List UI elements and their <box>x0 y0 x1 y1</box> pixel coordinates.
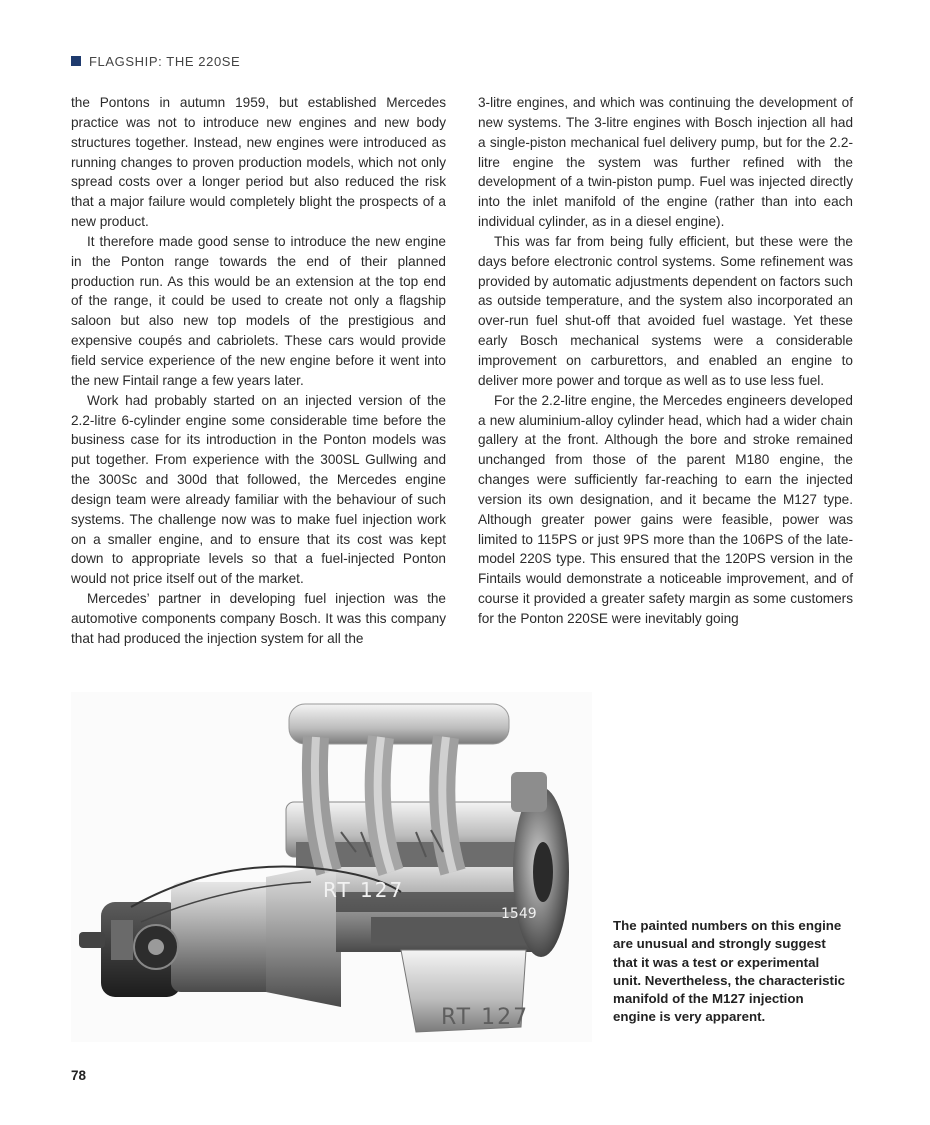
paragraph: This was far from being fully efficient, but these were the days before electronic control systems. Some refinement was provided by automatic adjustments dependent on factors such as outside temperature, and the system also incorporated an over-run fuel shut-off that avoided fuel wastage. Yet these early Bosch mechanical systems were a considerable improvement on carburettors, and enabled an engine to deliver more power and torque as well as to use less fuel. <box>478 233 853 388</box>
paragraph: Work had probably started on an injected version of the 2.2-litre 6-cylinder engine some considerable time before the business case for its introduction in the Ponton models was put together. From experience with the 300SL Gullwing and the 300Sc and 300d that followed, the Mercedes engine design team were already familiar with the behaviour of such systems. The challenge now was to make fuel injection work on a smaller engine, and to ensure that its cost was kept down to appropriate levels so that a fuel-injected Ponton would not price itself out of the market. <box>71 392 446 587</box>
photo-caption: The painted numbers on this engine are unusual and strongly suggest that it was a test or experimental unit. Nevertheless, the characteristic manifold of the M127 injection engine is very apparent. <box>613 918 846 1025</box>
paragraph: 3-litre engines, and which was continuing the development of new systems. The 3-litre engines with Bosch injection all had a single-piston mechanical fuel delivery pump, but for the 2.2-litre engine the system was further refined with the development of a twin-piston pump. Fuel was injected directly into the inlet manifold of the engine (rather than into each individual cylinder, as in a diesel engine). <box>478 95 853 230</box>
running-header <box>71 51 240 71</box>
body-column-left <box>71 93 446 649</box>
block-label: RT 127 <box>323 878 405 902</box>
paragraph: Mercedes’ partner in developing fuel injection was the automotive components company Bosch. It was this company that had produced the injection system for all the <box>71 591 446 646</box>
body-column-right <box>478 93 853 629</box>
header-square-icon <box>71 56 81 66</box>
engine-photo <box>71 692 592 1042</box>
number-label: 1549 <box>501 906 537 922</box>
paragraph: For the 2.2-litre engine, the Mercedes engineers developed a new aluminium-alloy cylinder head, which had a wider chain gallery at the front. Although the bore and stroke remained unchanged from those of the parent M180 engine, the changes were sufficiently far-reaching to earn the injected version its own designation, and it became the M127 type. Although greater power gains were feasible, power was limited to 115PS or just 9PS more than the 106PS of the late-model 220S type. This ensured that the 120PS version in the Fintails would demonstrate a noticeable improvement, and of course it provided a greater safety margin as some customers for the Ponton 220SE were inevitably going <box>478 392 853 626</box>
sump-label: RT 127 <box>441 1005 530 1030</box>
paragraph: It therefore made good sense to introduce the new engine in the Ponton range towards the end of their planned production run. As this would be an extension at the top end of the range, it could be used to create not only a flagship saloon but also new top models of the prestigious and expensive coupés and cabriolets. These cars would provide field service experience of the new engine before it went into the new Fintail range a few years later. <box>71 233 446 388</box>
section-title: FLAGSHIP: THE 220SE <box>89 53 241 69</box>
gearbox <box>79 882 281 997</box>
paragraph: the Pontons in autumn 1959, but established Mercedes practice was not to introduce new engines and new body structures together. Instead, new engines were introduced as running changes to proven production models, which not only spread costs over a longer period but also reduced the risk that a major failure would completely blight the prospects of a new product. <box>71 95 446 230</box>
page-number: 78 <box>71 1068 87 1083</box>
